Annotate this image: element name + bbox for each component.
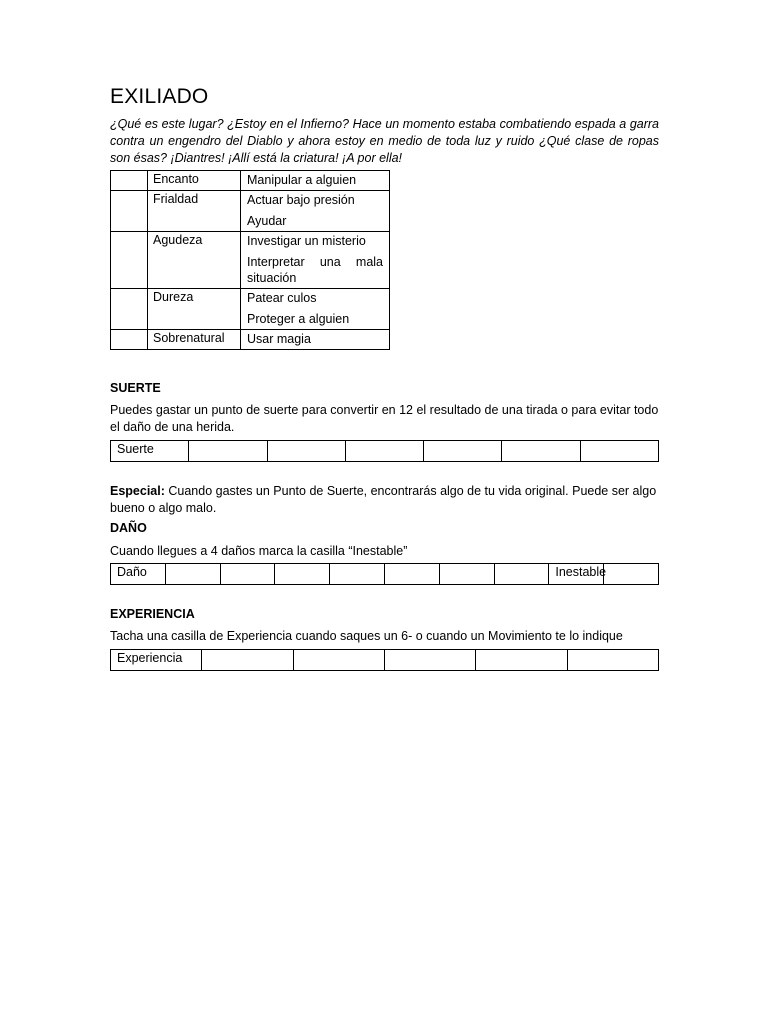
stat-row-frialdad — [111, 191, 390, 232]
stats-table — [110, 170, 390, 350]
move-label: Actuar bajo presión — [247, 193, 355, 207]
harm-unstable-label: Inestable — [549, 564, 604, 585]
luck-track — [110, 440, 659, 462]
experience-track-label: Experiencia — [111, 650, 202, 671]
stat-name: Agudeza — [148, 232, 241, 289]
luck-track-label: Suerte — [111, 441, 189, 462]
move-label: Patear culos — [247, 291, 317, 305]
harm-text: Cuando llegues a 4 daños marca la casilla “Inestable” — [110, 544, 408, 558]
move-label: Manipular a alguien — [247, 173, 357, 187]
special-label: Especial: — [110, 484, 165, 498]
harm-box[interactable] — [275, 564, 330, 585]
intro-text: ¿Qué es este lugar? ¿Estoy en el Infierno? Hace un momento estaba combatiendo espada a garra contra un engendro del Diablo y ahora estoy en medio de toda luz y ruido ¿Qué clase de ropas son ésas? ¡Diantres! ¡Allí está la criatura! ¡A por ella! — [110, 117, 659, 165]
luck-box[interactable] — [345, 441, 423, 462]
experience-box[interactable] — [476, 650, 567, 671]
stat-name: Frialdad — [148, 191, 241, 232]
harm-box[interactable] — [330, 564, 385, 585]
experience-text: Tacha una casilla de Experiencia cuando saques un 6- o cuando un Movimiento te lo indique — [110, 629, 623, 643]
stat-row-agudeza — [111, 232, 390, 289]
stat-row-sobrenatural — [111, 330, 390, 350]
stat-checkbox[interactable] — [111, 289, 148, 330]
experience-track — [110, 649, 659, 671]
experience-heading: EXPERIENCIA — [110, 607, 195, 621]
luck-box[interactable] — [189, 441, 267, 462]
special-text — [110, 483, 659, 517]
move-label: Proteger a alguien — [247, 312, 350, 326]
luck-box[interactable] — [424, 441, 502, 462]
stat-row-dureza — [111, 289, 390, 330]
stat-checkbox[interactable] — [111, 232, 148, 289]
move-label: Usar magia — [247, 332, 311, 346]
luck-box[interactable] — [580, 441, 658, 462]
luck-box[interactable] — [267, 441, 345, 462]
stat-name: Encanto — [148, 171, 241, 191]
move-label: Investigar un misterio — [247, 234, 366, 248]
experience-box[interactable] — [293, 650, 384, 671]
move-label: Ayudar — [247, 214, 287, 228]
experience-box[interactable] — [202, 650, 293, 671]
luck-text: Puedes gastar un punto de suerte para convertir en 12 el resultado de una tirada o para evitar todo el daño de una herida. — [110, 403, 659, 434]
luck-box[interactable] — [502, 441, 580, 462]
harm-box[interactable] — [384, 564, 439, 585]
stat-checkbox[interactable] — [111, 330, 148, 350]
stat-checkbox[interactable] — [111, 171, 148, 191]
harm-heading: DAÑO — [110, 521, 147, 535]
harm-box[interactable] — [165, 564, 220, 585]
stat-name: Dureza — [148, 289, 241, 330]
harm-box[interactable] — [220, 564, 275, 585]
harm-track-label: Daño — [111, 564, 166, 585]
special-body: Cuando gastes un Punto de Suerte, encontrarás algo de tu vida original. Puede ser algo bueno o algo malo. — [110, 484, 657, 515]
experience-box[interactable] — [567, 650, 658, 671]
experience-box[interactable] — [384, 650, 475, 671]
harm-unstable-box[interactable] — [604, 564, 659, 585]
stat-name: Sobrenatural — [148, 330, 241, 350]
stat-row-encanto — [111, 171, 390, 191]
harm-track — [110, 563, 659, 585]
stat-checkbox[interactable] — [111, 191, 148, 232]
page-title: EXILIADO — [110, 85, 209, 108]
harm-box[interactable] — [494, 564, 549, 585]
luck-heading: SUERTE — [110, 381, 161, 395]
harm-box[interactable] — [439, 564, 494, 585]
move-label: Interpretar una mala situación — [247, 255, 383, 285]
